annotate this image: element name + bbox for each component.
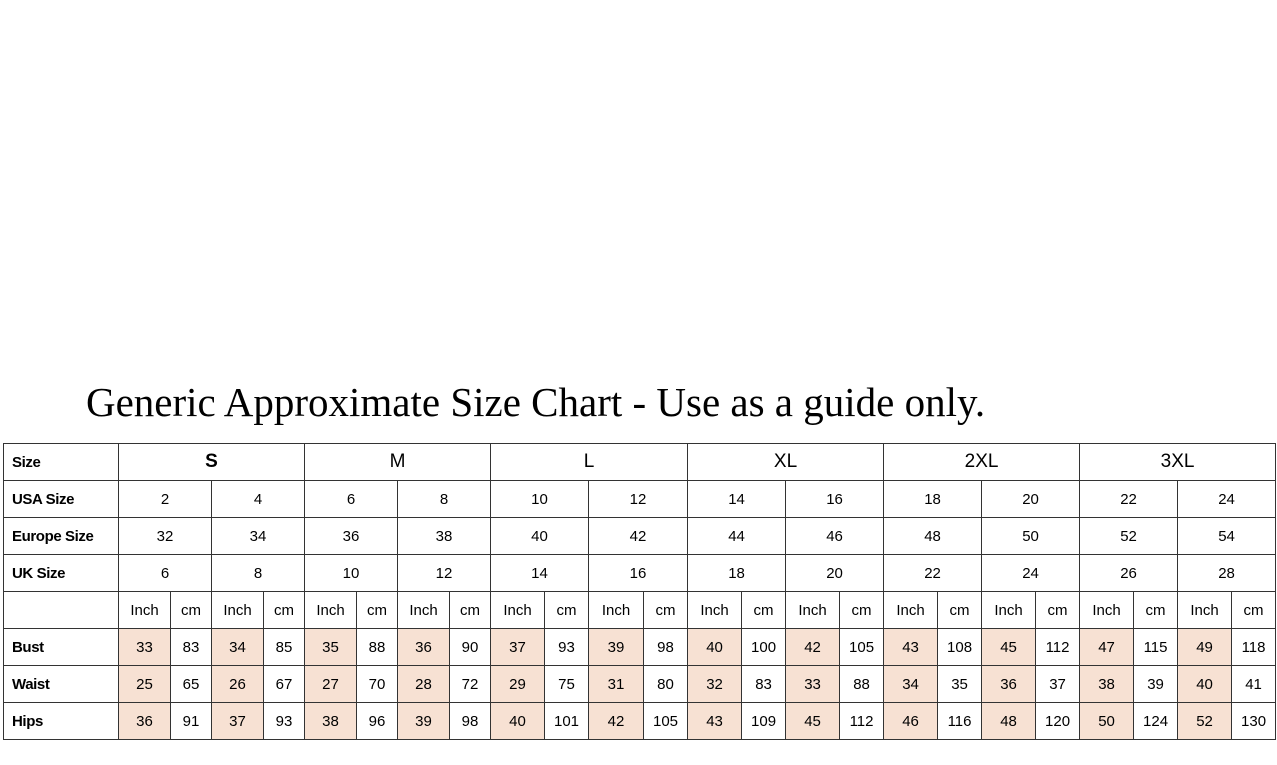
unit-cell: cm [171, 592, 212, 629]
unit-cell: Inch [589, 592, 644, 629]
unit-cell: cm [644, 592, 688, 629]
unit-cell: Inch [884, 592, 938, 629]
table-cell: 48 [884, 518, 982, 555]
row-label: Hips [4, 703, 119, 740]
chart-title: Generic Approximate Size Chart - Use as a guide only. [86, 379, 986, 425]
table-cell: 24 [1178, 481, 1276, 518]
table-cell: 38 [398, 518, 491, 555]
table-row [4, 629, 1276, 666]
table-cell: 32 [119, 518, 212, 555]
table-row [4, 481, 1276, 518]
table-cell: 36 [305, 518, 398, 555]
table-cell: 18 [884, 481, 982, 518]
table-cell: 67 [264, 666, 305, 703]
size-header-cell: S [119, 444, 305, 481]
table-cell: 124 [1134, 703, 1178, 740]
table-cell: 120 [1036, 703, 1080, 740]
table-cell: 38 [305, 703, 357, 740]
table-cell: 38 [1080, 666, 1134, 703]
unit-cell: cm [742, 592, 786, 629]
table-row [4, 444, 1276, 481]
table-row [4, 666, 1276, 703]
table-cell: 36 [119, 703, 171, 740]
table-cell: 112 [840, 703, 884, 740]
table-cell: 34 [884, 666, 938, 703]
table-cell: 116 [938, 703, 982, 740]
table-cell: 98 [450, 703, 491, 740]
unit-cell: cm [357, 592, 398, 629]
table-cell: 36 [982, 666, 1036, 703]
table-cell: 37 [1036, 666, 1080, 703]
table-cell: 6 [305, 481, 398, 518]
table-cell: 20 [786, 555, 884, 592]
unit-cell: Inch [119, 592, 171, 629]
table-cell: 83 [742, 666, 786, 703]
table-cell: 34 [212, 629, 264, 666]
table-cell: 43 [688, 703, 742, 740]
table-cell: 16 [589, 555, 688, 592]
table-cell: 22 [1080, 481, 1178, 518]
table-cell: 108 [938, 629, 982, 666]
unit-cell: cm [938, 592, 982, 629]
unit-cell: cm [264, 592, 305, 629]
unit-cell: cm [1232, 592, 1276, 629]
table-cell: 40 [491, 518, 589, 555]
table-cell: 40 [688, 629, 742, 666]
table-cell: 29 [491, 666, 545, 703]
table-cell: 98 [644, 629, 688, 666]
table-cell: 35 [305, 629, 357, 666]
size-header-cell: M [305, 444, 491, 481]
table-cell: 44 [688, 518, 786, 555]
table-cell: 8 [398, 481, 491, 518]
table-cell: 65 [171, 666, 212, 703]
table-cell: 83 [171, 629, 212, 666]
table-cell: 91 [171, 703, 212, 740]
table-cell: 43 [884, 629, 938, 666]
unit-cell: Inch [491, 592, 545, 629]
table-cell: 41 [1232, 666, 1276, 703]
table-cell: 32 [688, 666, 742, 703]
table-cell: 36 [398, 629, 450, 666]
table-cell: 72 [450, 666, 491, 703]
table-cell: 93 [264, 703, 305, 740]
size-header-cell: 2XL [884, 444, 1080, 481]
table-cell: 33 [786, 666, 840, 703]
row-label: Bust [4, 629, 119, 666]
unit-cell: Inch [982, 592, 1036, 629]
unit-cell: Inch [398, 592, 450, 629]
table-cell: 52 [1178, 703, 1232, 740]
table-cell: 75 [545, 666, 589, 703]
table-cell: 10 [491, 481, 589, 518]
table-cell: 16 [786, 481, 884, 518]
size-header-cell: L [491, 444, 688, 481]
table-cell: 39 [1134, 666, 1178, 703]
empty-cell [4, 592, 119, 629]
table-cell: 85 [264, 629, 305, 666]
row-label: Waist [4, 666, 119, 703]
table-cell: 8 [212, 555, 305, 592]
table-cell: 40 [1178, 666, 1232, 703]
table-cell: 24 [982, 555, 1080, 592]
table-cell: 118 [1232, 629, 1276, 666]
table-cell: 26 [1080, 555, 1178, 592]
size-header-label: Size [4, 444, 119, 481]
unit-cell: Inch [305, 592, 357, 629]
table-cell: 28 [398, 666, 450, 703]
table-cell: 39 [398, 703, 450, 740]
table-cell: 14 [688, 481, 786, 518]
row-label: UK Size [4, 555, 119, 592]
table-cell: 14 [491, 555, 589, 592]
table-cell: 31 [589, 666, 644, 703]
table-cell: 2 [119, 481, 212, 518]
table-cell: 6 [119, 555, 212, 592]
table-cell: 50 [982, 518, 1080, 555]
table-cell: 42 [589, 518, 688, 555]
table-cell: 105 [644, 703, 688, 740]
table-cell: 34 [212, 518, 305, 555]
unit-cell: cm [1036, 592, 1080, 629]
table-cell: 10 [305, 555, 398, 592]
table-cell: 90 [450, 629, 491, 666]
table-cell: 101 [545, 703, 589, 740]
table-cell: 130 [1232, 703, 1276, 740]
size-chart-table [3, 443, 1276, 740]
table-row [4, 592, 1276, 629]
table-cell: 96 [357, 703, 398, 740]
unit-cell: Inch [1080, 592, 1134, 629]
table-cell: 105 [840, 629, 884, 666]
row-label: Europe Size [4, 518, 119, 555]
table-cell: 112 [1036, 629, 1080, 666]
size-header-cell: 3XL [1080, 444, 1276, 481]
table-cell: 88 [840, 666, 884, 703]
table-cell: 88 [357, 629, 398, 666]
table-cell: 4 [212, 481, 305, 518]
table-cell: 37 [491, 629, 545, 666]
table-cell: 93 [545, 629, 589, 666]
size-header-cell: XL [688, 444, 884, 481]
table-cell: 109 [742, 703, 786, 740]
table-cell: 48 [982, 703, 1036, 740]
table-cell: 40 [491, 703, 545, 740]
table-cell: 37 [212, 703, 264, 740]
table-cell: 33 [119, 629, 171, 666]
table-cell: 46 [786, 518, 884, 555]
table-cell: 28 [1178, 555, 1276, 592]
unit-cell: Inch [688, 592, 742, 629]
table-cell: 45 [982, 629, 1036, 666]
table-cell: 18 [688, 555, 786, 592]
table-cell: 52 [1080, 518, 1178, 555]
table-cell: 35 [938, 666, 982, 703]
table-cell: 39 [589, 629, 644, 666]
table-cell: 49 [1178, 629, 1232, 666]
unit-cell: Inch [212, 592, 264, 629]
table-cell: 12 [589, 481, 688, 518]
table-cell: 50 [1080, 703, 1134, 740]
table-row [4, 518, 1276, 555]
table-cell: 42 [786, 629, 840, 666]
table-cell: 45 [786, 703, 840, 740]
unit-cell: Inch [1178, 592, 1232, 629]
row-label: USA Size [4, 481, 119, 518]
unit-cell: Inch [786, 592, 840, 629]
table-cell: 27 [305, 666, 357, 703]
table-row [4, 555, 1276, 592]
table-cell: 20 [982, 481, 1080, 518]
table-cell: 12 [398, 555, 491, 592]
table-cell: 22 [884, 555, 982, 592]
table-cell: 80 [644, 666, 688, 703]
table-cell: 100 [742, 629, 786, 666]
table-cell: 25 [119, 666, 171, 703]
table-cell: 54 [1178, 518, 1276, 555]
table-cell: 47 [1080, 629, 1134, 666]
table-cell: 26 [212, 666, 264, 703]
table-cell: 70 [357, 666, 398, 703]
unit-cell: cm [840, 592, 884, 629]
unit-cell: cm [450, 592, 491, 629]
table-cell: 46 [884, 703, 938, 740]
unit-cell: cm [1134, 592, 1178, 629]
unit-cell: cm [545, 592, 589, 629]
table-cell: 115 [1134, 629, 1178, 666]
table-cell: 42 [589, 703, 644, 740]
table-row [4, 703, 1276, 740]
